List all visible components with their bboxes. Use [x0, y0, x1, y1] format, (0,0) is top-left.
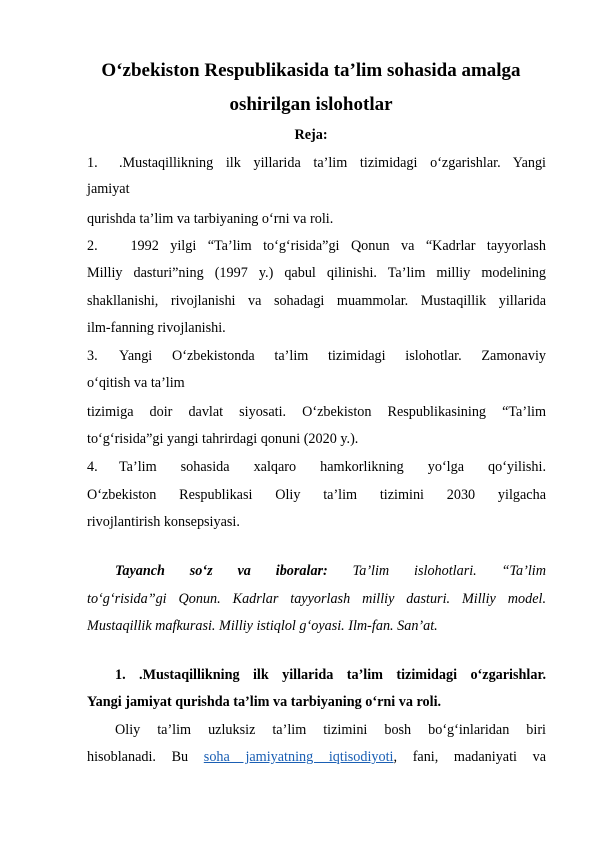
keywords-label: Tayanch so‘z va iboralar: — [115, 563, 328, 579]
keywords-line-1 — [115, 562, 546, 580]
plan-item-2-text-1: 1992 yilgi “Ta’lim to‘g‘risida”gi Qonun va “Kadrlar tayyorlash — [119, 238, 546, 254]
section-1-heading-line-1: 1. .Mustaqillikning ilk yillarida ta’lim tizimidagi o‘zgarishlar. — [115, 667, 546, 683]
section-1-paragraph-line-1: Oliy ta’lim uzluksiz ta’lim tizimini bosh bo‘g‘inlaridan biri — [115, 722, 546, 738]
plan-item-2-line-1 — [87, 237, 546, 255]
plan-item-1-number: 1. — [87, 155, 98, 171]
section-1-heading-line-2: Yangi jamiyat qurishda ta’lim va tarbiyaning o‘rni va roli. — [87, 694, 442, 710]
keywords-line-3: Mustaqillik mafkurasi. Milliy istiqlol g‘oyasi. Ilm-fan. San’at. — [87, 618, 438, 634]
plan-item-3-number: 3. — [87, 348, 98, 364]
plan-heading: Reja: — [294, 127, 328, 143]
plan-item-4-text-1: Ta’lim sohasida xalqaro hamkorlikning yo‘lga qo‘yilishi. — [119, 459, 546, 475]
economy-link[interactable]: soha jamiyatning iqtisodiyoti — [203, 749, 394, 765]
plan-item-3-text-1: Yangi O‘zbekistonda ta’lim tizimidagi islohotlar. Zamonaviy — [119, 348, 546, 364]
plan-item-4-number: 4. — [87, 459, 98, 475]
plan-item-1-line-3: qurishda ta’lim va tarbiyaning o‘rni va roli. — [87, 211, 334, 227]
paragraph-text-end: , fani, madaniyati va — [393, 749, 546, 765]
keywords-line-2: to‘g‘risida”gi Qonun. Kadrlar tayyorlash milliy dasturi. Milliy model. — [87, 591, 546, 607]
plan-item-2-line-3: shakllanishi, rivojlanishi va sohadagi muammolar. Mustaqillik yillarida — [87, 293, 546, 309]
document-title-line-2: oshirilgan islohotlar — [229, 94, 393, 115]
plan-item-2-line-2: Milliy dasturi”ning (1997 y.) qabul qilinishi. Ta’lim milliy modelining — [87, 265, 546, 281]
plan-item-3-line-1 — [87, 347, 546, 365]
plan-item-3-line-2: o‘qitish va ta’lim — [87, 375, 185, 391]
plan-item-2-number: 2. — [87, 238, 98, 254]
keywords-text-1: Ta’lim islohotlari. “Ta’lim — [352, 563, 546, 579]
plan-item-1-text-1: .Mustaqillikning ilk yillarida ta’lim tizimidagi o‘zgarishlar. Yangi — [119, 155, 546, 171]
plan-item-4-line-1 — [87, 458, 546, 476]
plan-item-1-line-1 — [87, 154, 546, 172]
plan-item-4-line-3: rivojlantirish konsepsiyasi. — [87, 514, 240, 530]
paragraph-text-start: hisoblanadi. Bu — [87, 749, 204, 765]
plan-item-3-line-3: tizimiga doir davlat siyosati. O‘zbekiston Respublikasining “Ta’lim — [87, 404, 546, 420]
section-1-paragraph-line-2 — [87, 748, 546, 766]
plan-item-2-line-4: ilm-fanning rivojlanishi. — [87, 320, 226, 336]
plan-item-1-line-2: jamiyat — [87, 181, 130, 197]
document-title-line-1: O‘zbekiston Respublikasida ta’lim sohasida amalga — [101, 60, 521, 81]
plan-item-4-line-2: O‘zbekiston Respublikasi Oliy ta’lim tizimini 2030 yilgacha — [87, 487, 546, 503]
plan-item-3-line-4: to‘g‘risida”gi yangi tahrirdagi qonuni (2020 y.). — [87, 431, 359, 447]
